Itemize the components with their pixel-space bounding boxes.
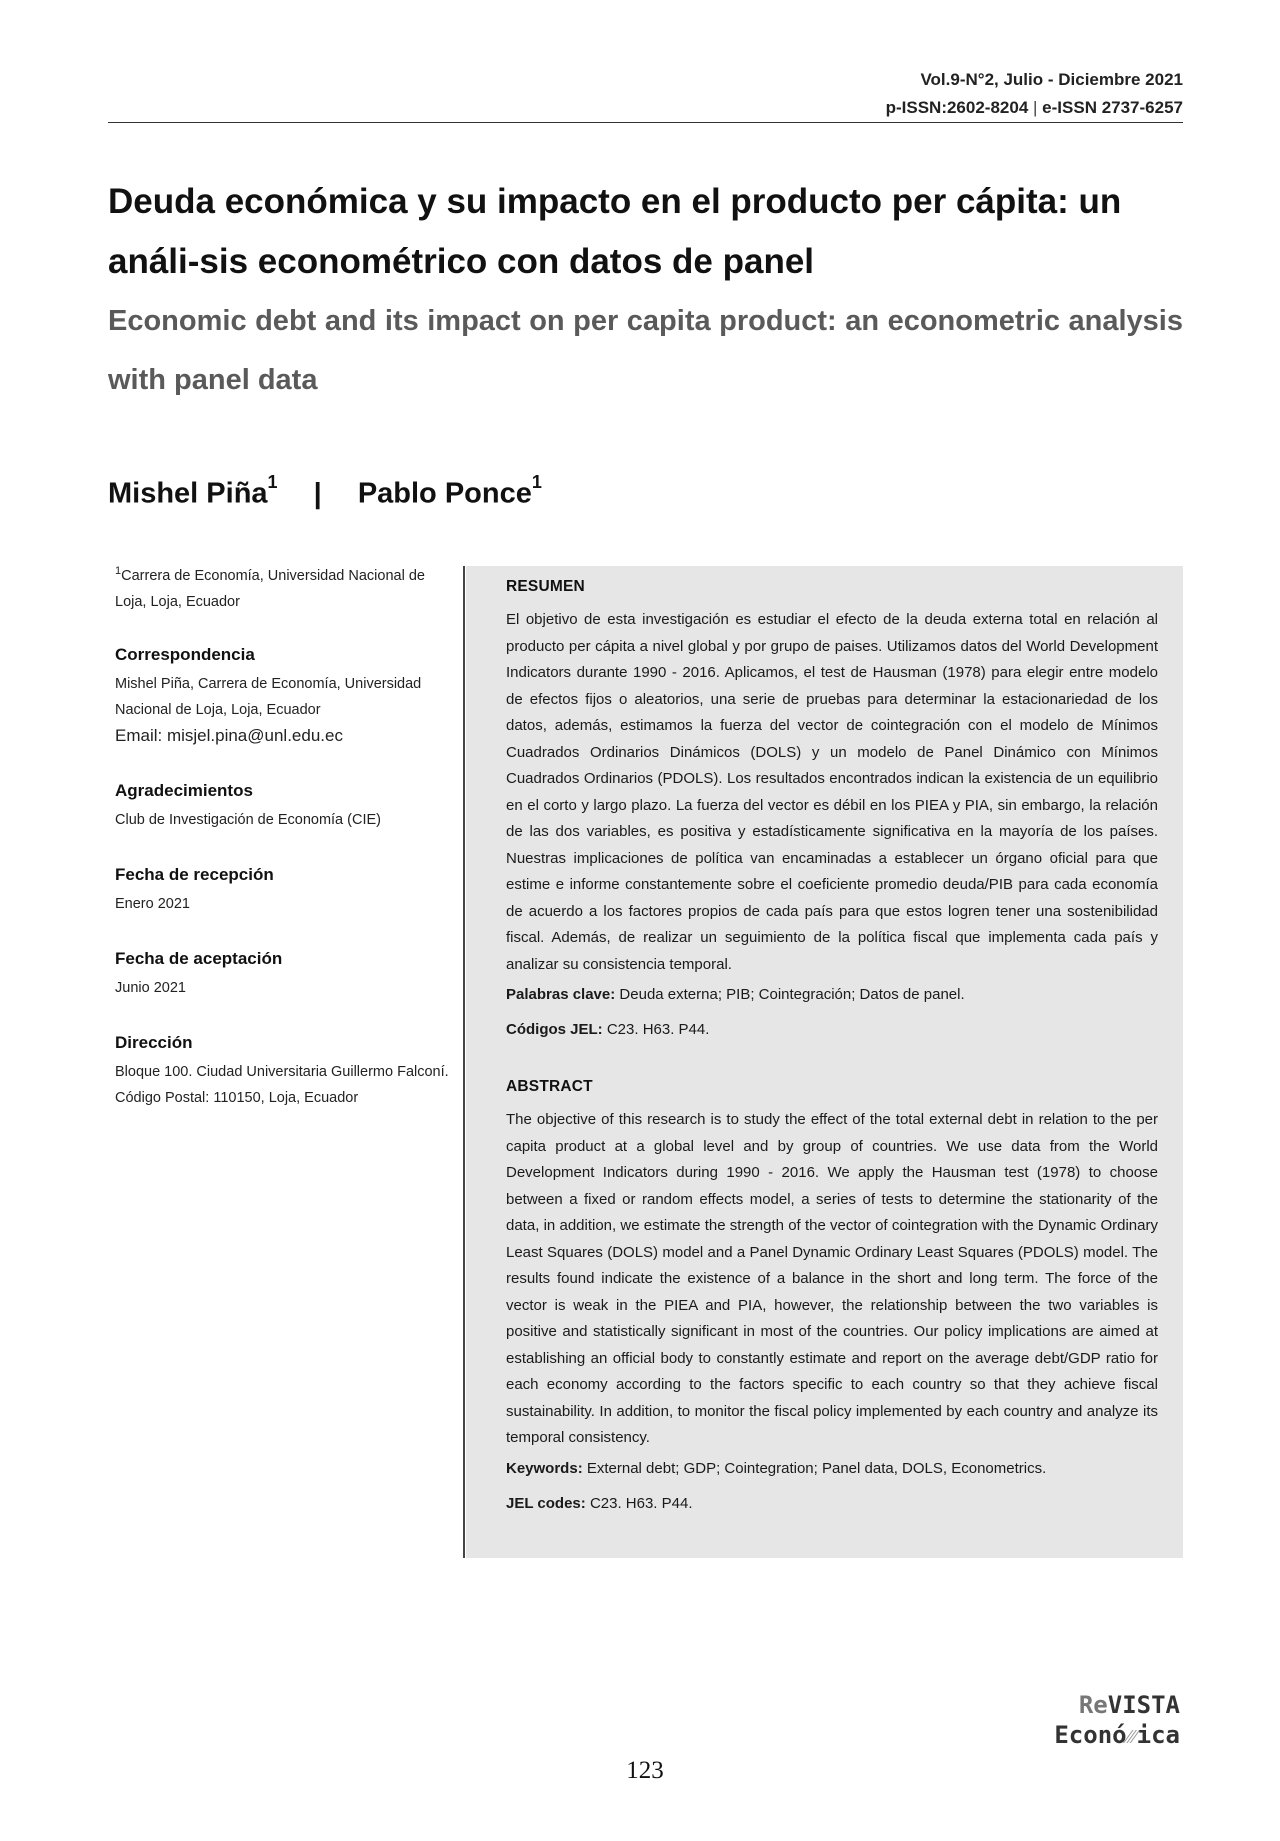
resumen-keywords	[506, 982, 1158, 1008]
logo-line-1	[1030, 1690, 1180, 1720]
address-text: Bloque 100. Ciudad Universitaria Guillermo Falconí. Código Postal: 110150, Loja, Ecuador	[115, 1063, 449, 1106]
resumen-keywords-label: Palabras clave:	[506, 986, 616, 1003]
address-heading: Dirección	[115, 1032, 193, 1052]
author-name: Pablo Ponce	[357, 477, 532, 510]
received-date: Enero 2021	[115, 895, 190, 912]
received-block	[115, 865, 455, 917]
sidebar-divider	[463, 566, 465, 1558]
abstract-keywords-value: External debt; GDP; Cointegration; Panel data, DOLS, Econometrics.	[586, 1459, 1047, 1477]
abstract-jel-label: JEL codes:	[506, 1494, 586, 1512]
affiliation	[115, 558, 455, 615]
author-list	[108, 472, 542, 511]
resumen-jel-label: Códigos JEL:	[506, 1021, 603, 1038]
journal-issn	[108, 94, 1183, 122]
accepted-date: Junio 2021	[115, 979, 186, 996]
issn-separator: |	[1033, 98, 1038, 117]
journal-volume: Vol.9-N°2, Julio - Diciembre 2021	[920, 70, 1183, 89]
logo-ica: ica	[1136, 1721, 1180, 1749]
resumen-jel-value: C23. H63. P44.	[606, 1021, 710, 1038]
abstract-keywords-label: Keywords:	[506, 1459, 583, 1477]
correspondence-text: Mishel Piña, Carrera de Economía, Universidad Nacional de Loja, Loja, Ecuador	[115, 675, 422, 718]
logo-re: Re	[1078, 1691, 1108, 1719]
title-english: Economic debt and its impact on per capita product: an econometric analysis with panel data	[108, 305, 1183, 396]
journal-header	[108, 66, 1183, 122]
author-affiliation-mark: 1	[531, 472, 542, 492]
correspondence-heading: Correspondencia	[115, 644, 255, 664]
address-block	[115, 1033, 455, 1111]
logo-mark-icon: ⁄⁄⁄	[1126, 1724, 1137, 1748]
page-number: 123	[626, 1757, 664, 1784]
journal-logo	[1030, 1690, 1180, 1751]
logo-econo: Econó	[1054, 1721, 1127, 1749]
resumen-keywords-value: Deuda externa; PIB; Cointegración; Datos de panel.	[619, 986, 965, 1003]
acknowledgements-block	[115, 781, 455, 833]
article-info-sidebar	[115, 558, 455, 1143]
acknowledgements-heading: Agradecimientos	[115, 780, 253, 800]
author-separator: |	[313, 477, 322, 510]
resumen-text: El objetivo de esta investigación es estudiar el efecto de la deuda externa total en relación al producto per cápita a nivel global y por grupo de paises. Utilizamos datos del World Development Indicators durante 1990 - 2016. Aplicamos, el test de Hausman (1978) para elegir entre modelo de efectos fijos o aleatorios, una serie de pruebas para determinar la estacionariedad de los datos, además, estimamos la fuerza del vector de cointegración con el modelo de Mínimos Cuadrados Ordinarios Dinámicos (DOLS) y un modelo de Panel Dinámico con Mínimos Cuadrados Ordinarios (PDOLS). Los resultados encontrados indican la existencia de un equilibrio en el corto y largo plazo. La fuerza del vector es débil en los PIEA y PIA, sin embargo, la relación de las dos variables, es positiva y estadísticamente significativa en la mayoría de los países. Nuestras implicaciones de política van encaminadas a establecer un órgano oficial para que estime e informe constantemente sobre el coeficiente promedio deuda/PIB para cada economía de acuerdo a los factores propios de cada país para que estos logren tener una sostenibilidad fiscal. Además, de realizar un seguimiento de la política fiscal que implementa cada país y analizar su consistencia temporal.	[506, 611, 1158, 973]
abstract-content	[506, 566, 1158, 1517]
affiliation-mark: 1	[115, 565, 122, 577]
abstract-jel	[506, 1491, 1158, 1517]
abstract-jel-value: C23. H63. P44.	[589, 1494, 693, 1512]
received-heading: Fecha de recepción	[115, 864, 274, 884]
accepted-heading: Fecha de aceptación	[115, 948, 283, 968]
e-issn: e-ISSN 2737-6257	[1042, 98, 1183, 117]
abstract-keywords	[506, 1456, 1158, 1482]
logo-line-2	[1030, 1720, 1180, 1751]
abstract-panel	[466, 566, 1183, 1558]
correspondence-block	[115, 645, 455, 749]
p-issn: p-ISSN:2602-8204	[885, 98, 1029, 117]
resumen-jel	[506, 1017, 1158, 1043]
acknowledgements-text: Club de Investigación de Economía (CIE)	[115, 811, 381, 828]
title-spanish: Deuda económica y su impacto en el producto per cápita: un análi-sis econométrico con datos de panel	[108, 182, 1122, 281]
author-affiliation-mark: 1	[267, 472, 278, 492]
correspondence-email[interactable]: Email: misjel.pina@unl.edu.ec	[115, 725, 343, 745]
author-name: Mishel Piña	[108, 477, 268, 510]
resumen-heading: RESUMEN	[506, 578, 585, 595]
header-rule	[108, 122, 1183, 123]
abstract-text: The objective of this research is to study the effect of the total external debt in relation to the per capita product at a global level and by group of countries. We use data from the World Development Indicators during 1990 - 2016. We apply the Hausman test (1978) to choose between a fixed or random effects model, a series of tests to determine the stationarity of the data, in addition, we estimate the strength of the vector of cointegration with the Dynamic Ordinary Least Squares (DOLS) model and a Panel Dynamic Ordinary Least Squares (PDOLS) model. The results found indicate the existence of a balance in the short and long term. The force of the vector is weak in the PIEA and PIA, however, the relationship between the two variables is positive and statistically significant in most of the countries. Our policy implications are aimed at establishing an official body to constantly estimate and report on the average debt/GDP ratio for each economy according to the factors specific to each country so that they achieve fiscal sustainability. In addition, to monitor the fiscal policy implemented by each country and analyze its temporal consistency.	[506, 1111, 1158, 1446]
affiliation-text: Carrera de Economía, Universidad Nacional de Loja, Loja, Ecuador	[115, 567, 425, 610]
logo-vista: VISTA	[1107, 1691, 1180, 1719]
abstract-heading: ABSTRACT	[506, 1078, 593, 1095]
accepted-block	[115, 949, 455, 1001]
